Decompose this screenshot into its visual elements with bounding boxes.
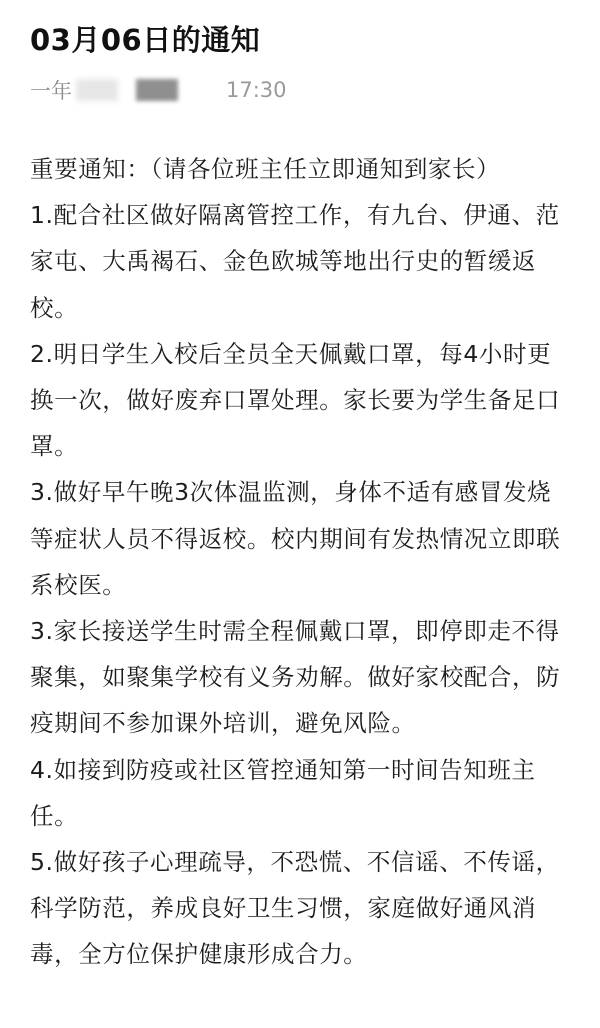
author-name[interactable]: 一年 bbox=[30, 79, 72, 103]
notice-item-1: 1.配合社区做好隔离管控工作，有九台、伊通、范家屯、大禹褐石、金色欧城等地出行史的暂缓返校。 bbox=[30, 201, 560, 322]
notice-item-2: 2.明日学生入校后全员全天佩戴口罩，每4小时更换一次，做好废弃口罩处理。家长要为学生备足口罩。 bbox=[30, 339, 561, 461]
notice-item-3: 3.做好早午晚3次体温监测，身体不适有感冒发烧等症状人员不得返校。校内期间有发热情况立即联系校医。 bbox=[30, 478, 561, 599]
notice-item-3b: 3.家长接送学生时需全程佩戴口罩，即停即走不得聚集，如聚集学校有义务劝解。做好家校配合，防疫期间不参加课外培训，避免风险。 bbox=[30, 617, 561, 738]
redacted-avatar-block bbox=[136, 79, 178, 101]
notice-item-5: 5.做好孩子心理疏导，不恐慌、不信谣、不传谣，科学防范，养成良好卫生习惯，家庭做好通风消毒，全方位保护健康形成合力。 bbox=[30, 848, 560, 969]
redacted-author-block bbox=[76, 79, 118, 101]
notice-item-4: 4.如接到防疫或社区管控通知第一时间告知班主任。 bbox=[30, 755, 536, 830]
publish-time: 17:30 bbox=[226, 78, 287, 102]
article-body bbox=[30, 146, 570, 978]
notice-heading: 重要通知：（请各位班主任立即通知到家长） bbox=[30, 155, 501, 183]
article-meta bbox=[30, 70, 570, 110]
article-title: 03月06日的通知 bbox=[30, 23, 261, 57]
